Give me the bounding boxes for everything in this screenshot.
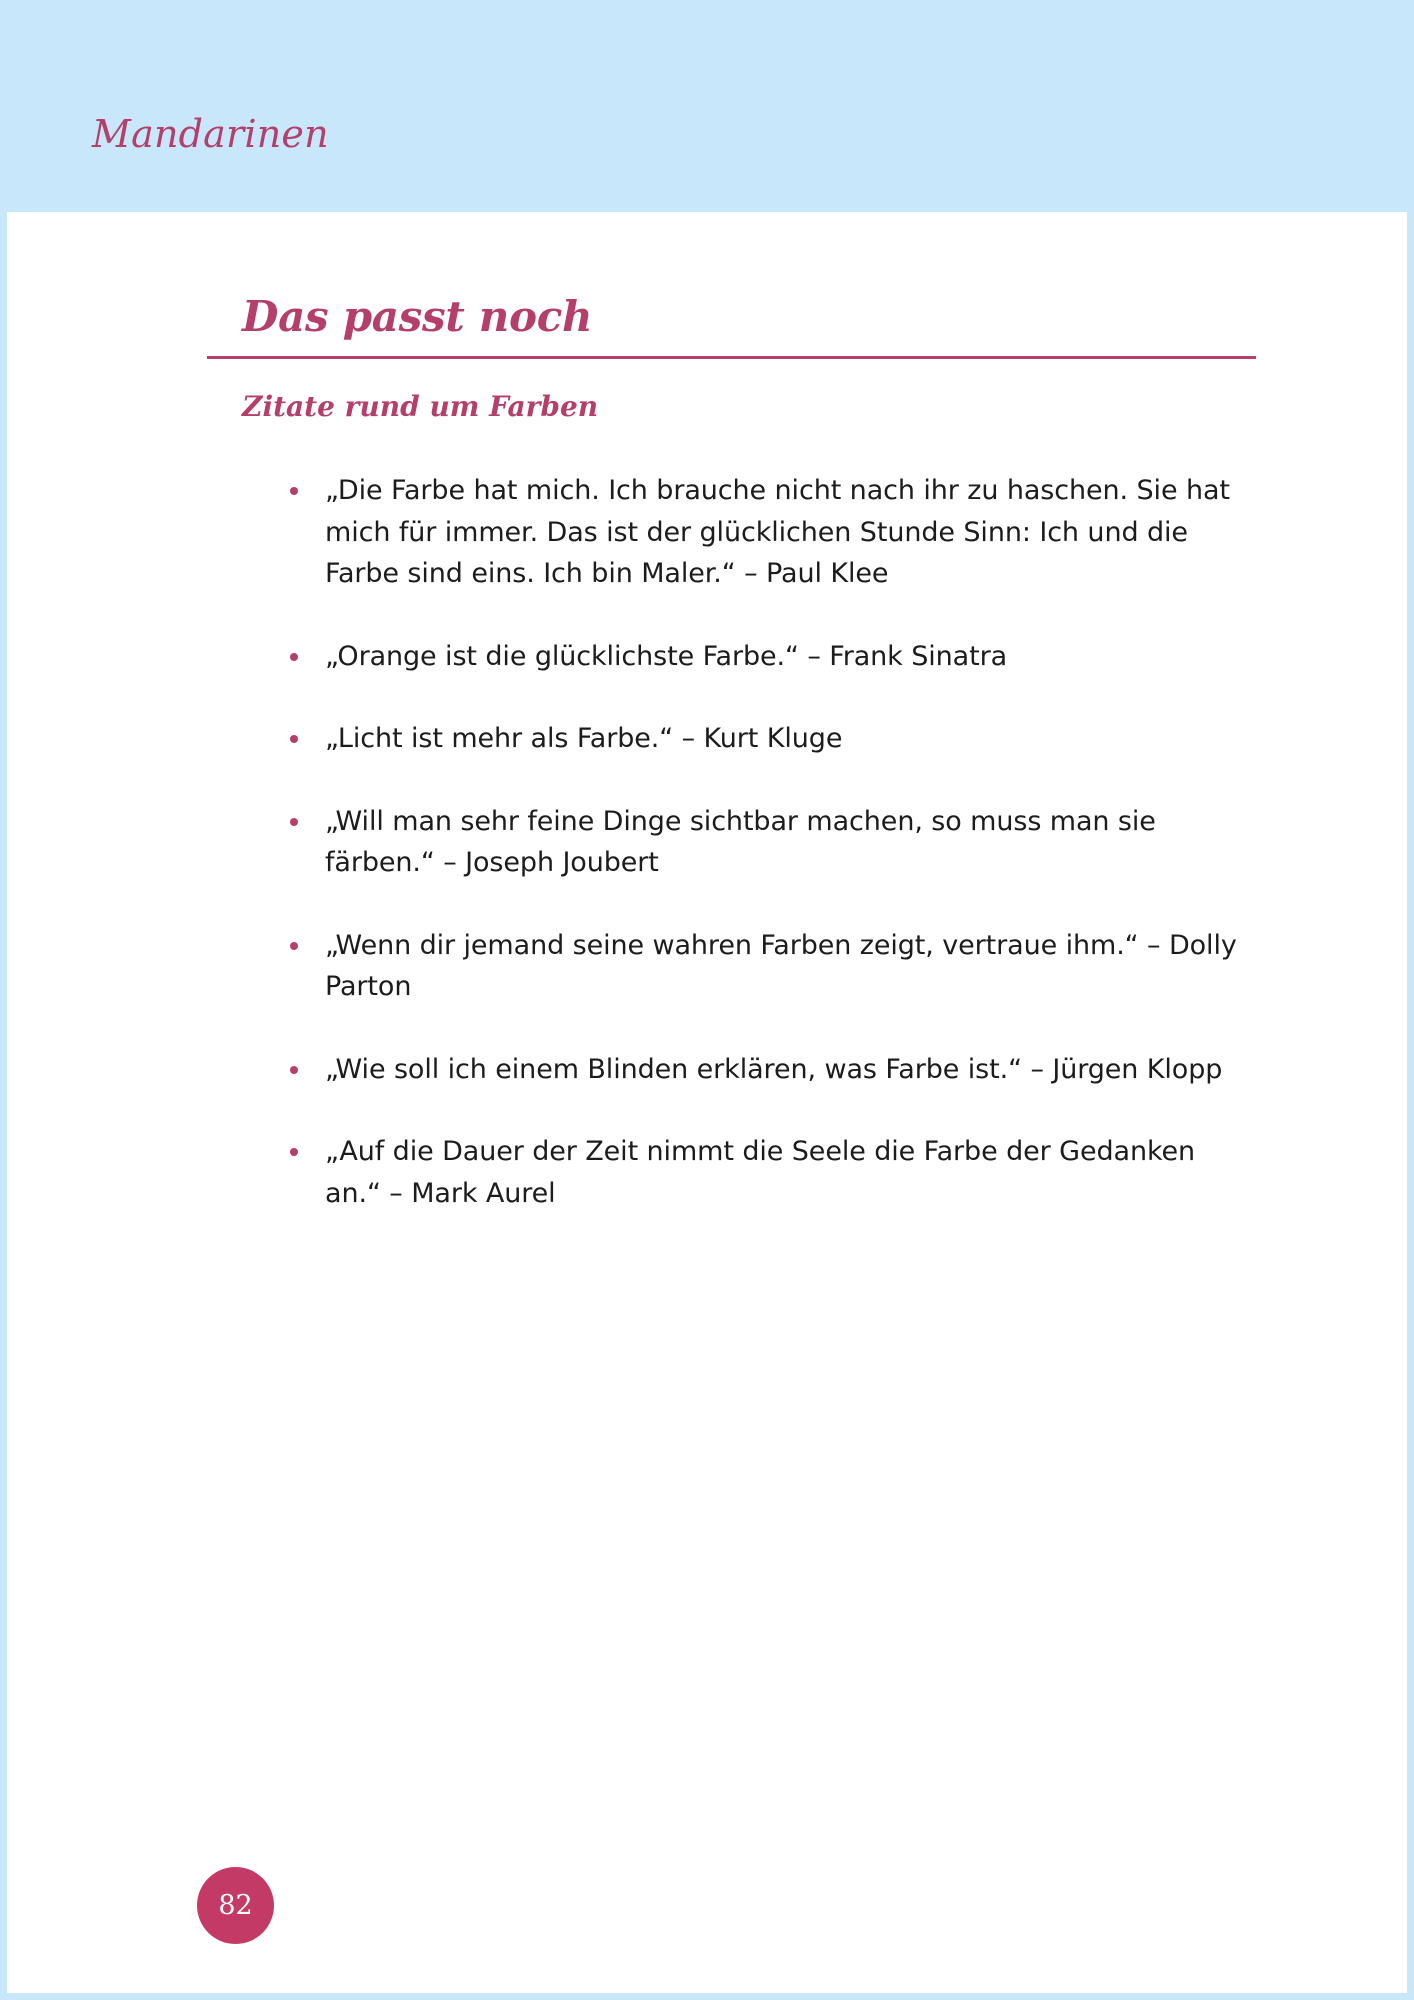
quote-item xyxy=(290,470,1250,595)
quote-text: „Orange ist die glücklichste Farbe.“ – Frank Sinatra xyxy=(325,640,1008,672)
quote-list xyxy=(290,470,1250,1255)
subsection-title: Zitate rund um Farben xyxy=(242,390,599,423)
header-band xyxy=(0,0,1414,212)
quote-item xyxy=(290,1131,1250,1214)
title-rule xyxy=(207,356,1256,359)
bullet-icon xyxy=(290,1066,298,1074)
quote-text: „Wenn dir jemand seine wahren Farben zeigt, vertraue ihm.“ – Dolly Parton xyxy=(325,929,1237,1002)
quote-text: „Licht ist mehr als Farbe.“ – Kurt Kluge xyxy=(325,723,843,754)
bullet-icon xyxy=(290,942,298,950)
bullet-icon xyxy=(290,1148,298,1156)
quote-text: „Will man sehr feine Dinge sichtbar machen, so muss man sie färben.“ – Joseph Joubert xyxy=(325,805,1156,878)
quote-item xyxy=(290,925,1250,1008)
bullet-icon xyxy=(290,735,298,743)
bullet-icon xyxy=(290,818,298,826)
section-title: Das passt noch xyxy=(242,292,593,341)
quote-item xyxy=(290,636,1250,678)
bullet-icon xyxy=(290,487,298,495)
quote-text: „Auf die Dauer der Zeit nimmt die Seele die Farbe der Gedanken an.“ – Mark Aurel xyxy=(325,1136,1196,1209)
quote-text: „Wie soll ich einem Blinden erklären, was Farbe ist.“ – Jürgen Klopp xyxy=(325,1053,1223,1085)
quote-item xyxy=(290,801,1250,884)
quote-text: „Die Farbe hat mich. Ich brauche nicht nach ihr zu haschen. Sie hat mich für immer. Das ist der glücklichen Stunde Sinn: Ich und die Farbe sind eins. Ich bin Maler.“ – Paul Klee xyxy=(325,475,1230,589)
quote-item xyxy=(290,1049,1250,1091)
running-head: Mandarinen xyxy=(92,112,329,156)
page-number-badge: 82 xyxy=(197,1867,274,1944)
bullet-icon xyxy=(290,653,298,661)
quote-item xyxy=(290,718,1250,760)
